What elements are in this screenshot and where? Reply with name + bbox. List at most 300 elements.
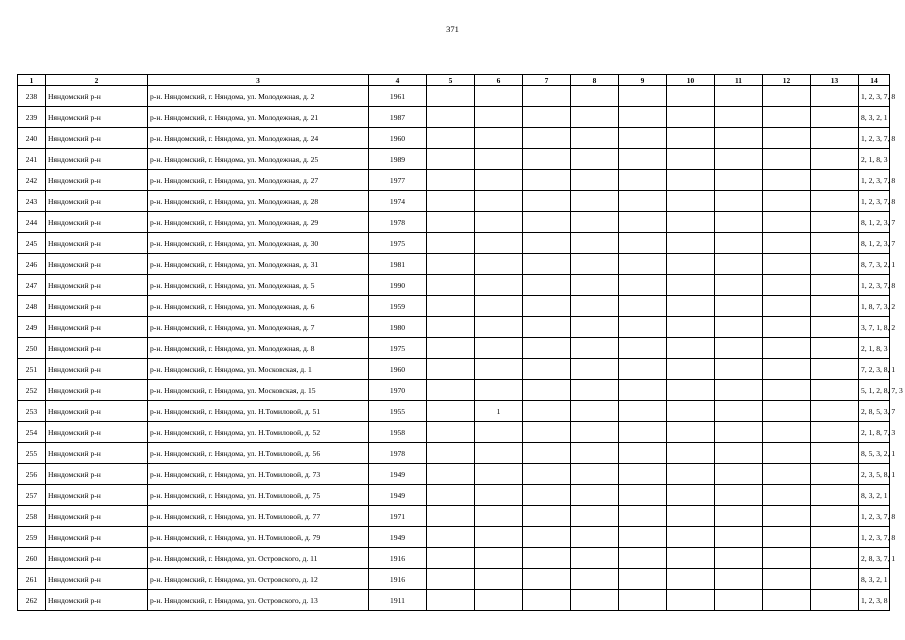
- year-cell: 1975: [369, 338, 427, 359]
- district-cell: Няндомский р-н: [46, 275, 148, 296]
- district-cell: Няндомский р-н: [46, 254, 148, 275]
- col9-cell: [619, 296, 667, 317]
- col13-cell: [811, 128, 859, 149]
- col13-cell: [811, 359, 859, 380]
- col9-cell: [619, 464, 667, 485]
- year-cell: 1975: [369, 233, 427, 254]
- district-cell: Няндомский р-н: [46, 527, 148, 548]
- col8-cell: [571, 464, 619, 485]
- col13-cell: [811, 170, 859, 191]
- col11-cell: [715, 443, 763, 464]
- col11-cell: [715, 128, 763, 149]
- address-cell: р-н. Няндомский, г. Няндома, ул. Молодежная, д. 28: [148, 191, 369, 212]
- col12-cell: [763, 170, 811, 191]
- col10-cell: [667, 86, 715, 107]
- col9-cell: [619, 86, 667, 107]
- col5-cell: [427, 191, 475, 212]
- column-header: 11: [715, 75, 763, 86]
- district-cell: Няндомский р-н: [46, 338, 148, 359]
- col5-cell: [427, 359, 475, 380]
- col12-cell: [763, 149, 811, 170]
- col9-cell: [619, 548, 667, 569]
- row-number-cell: 259: [18, 527, 46, 548]
- year-cell: 1987: [369, 107, 427, 128]
- col13-cell: [811, 191, 859, 212]
- col6-cell: [475, 527, 523, 548]
- col9-cell: [619, 191, 667, 212]
- address-cell: р-н. Няндомский, г. Няндома, ул. Молодежная, д. 25: [148, 149, 369, 170]
- col13-cell: [811, 254, 859, 275]
- col8-cell: [571, 569, 619, 590]
- address-cell: р-н. Няндомский, г. Няндома, ул. Островского, д. 13: [148, 590, 369, 611]
- col9-cell: [619, 569, 667, 590]
- col9-cell: [619, 128, 667, 149]
- address-cell: р-н. Няндомский, г. Няндома, ул. Молодежная, д. 31: [148, 254, 369, 275]
- col5-cell: [427, 569, 475, 590]
- col10-cell: [667, 317, 715, 338]
- col10-cell: [667, 170, 715, 191]
- year-cell: 1971: [369, 506, 427, 527]
- table-row: [18, 506, 890, 527]
- col7-cell: [523, 191, 571, 212]
- col6-cell: [475, 86, 523, 107]
- row-number-cell: 239: [18, 107, 46, 128]
- col5-cell: [427, 464, 475, 485]
- col7-cell: [523, 128, 571, 149]
- year-cell: 1916: [369, 548, 427, 569]
- col5-cell: [427, 128, 475, 149]
- col8-cell: [571, 548, 619, 569]
- col14-cell: 1, 2, 3, 8: [859, 590, 890, 611]
- address-cell: р-н. Няндомский, г. Няндома, ул. Молодежная, д. 2: [148, 86, 369, 107]
- col8-cell: [571, 380, 619, 401]
- col13-cell: [811, 569, 859, 590]
- col11-cell: [715, 380, 763, 401]
- table-row: [18, 275, 890, 296]
- col9-cell: [619, 338, 667, 359]
- row-number-cell: 246: [18, 254, 46, 275]
- year-cell: 1970: [369, 380, 427, 401]
- district-cell: Няндомский р-н: [46, 86, 148, 107]
- page-number: 371: [446, 24, 459, 34]
- col13-cell: [811, 590, 859, 611]
- col5-cell: [427, 485, 475, 506]
- address-cell: р-н. Няндомский, г. Няндома, ул. Молодежная, д. 30: [148, 233, 369, 254]
- district-cell: Няндомский р-н: [46, 191, 148, 212]
- district-cell: Няндомский р-н: [46, 422, 148, 443]
- col6-cell: [475, 422, 523, 443]
- col11-cell: [715, 191, 763, 212]
- col14-cell: 1, 2, 3, 7, 8: [859, 506, 890, 527]
- column-header: 14: [859, 75, 890, 86]
- district-cell: Няндомский р-н: [46, 128, 148, 149]
- column-header: 4: [369, 75, 427, 86]
- row-number-cell: 247: [18, 275, 46, 296]
- col7-cell: [523, 338, 571, 359]
- col14-cell: 3, 7, 1, 8, 2: [859, 317, 890, 338]
- col9-cell: [619, 149, 667, 170]
- col8-cell: [571, 359, 619, 380]
- address-cell: р-н. Няндомский, г. Няндома, ул. Молодежная, д. 21: [148, 107, 369, 128]
- col14-cell: 1, 2, 3, 7, 8: [859, 86, 890, 107]
- col5-cell: [427, 212, 475, 233]
- col14-cell: 8, 3, 2, 1: [859, 485, 890, 506]
- col8-cell: [571, 485, 619, 506]
- col10-cell: [667, 506, 715, 527]
- col9-cell: [619, 317, 667, 338]
- address-cell: р-н. Няндомский, г. Няндома, ул. Молодежная, д. 27: [148, 170, 369, 191]
- col13-cell: [811, 548, 859, 569]
- address-cell: р-н. Няндомский, г. Няндома, ул. Н.Томиловой, д. 77: [148, 506, 369, 527]
- year-cell: 1916: [369, 569, 427, 590]
- col14-cell: 8, 3, 2, 1: [859, 569, 890, 590]
- col10-cell: [667, 338, 715, 359]
- year-cell: 1959: [369, 296, 427, 317]
- col7-cell: [523, 548, 571, 569]
- col14-cell: 8, 1, 2, 3, 7: [859, 212, 890, 233]
- col10-cell: [667, 212, 715, 233]
- col13-cell: [811, 212, 859, 233]
- table-row: [18, 191, 890, 212]
- col8-cell: [571, 107, 619, 128]
- year-cell: 1974: [369, 191, 427, 212]
- col7-cell: [523, 317, 571, 338]
- address-cell: р-н. Няндомский, г. Няндома, ул. Молодежная, д. 7: [148, 317, 369, 338]
- col9-cell: [619, 275, 667, 296]
- col7-cell: [523, 401, 571, 422]
- col8-cell: [571, 254, 619, 275]
- col6-cell: [475, 212, 523, 233]
- col5-cell: [427, 317, 475, 338]
- col11-cell: [715, 254, 763, 275]
- row-number-cell: 244: [18, 212, 46, 233]
- col7-cell: [523, 506, 571, 527]
- col5-cell: [427, 548, 475, 569]
- col6-cell: [475, 569, 523, 590]
- district-cell: Няндомский р-н: [46, 548, 148, 569]
- col7-cell: [523, 359, 571, 380]
- col8-cell: [571, 590, 619, 611]
- col7-cell: [523, 170, 571, 191]
- col12-cell: [763, 359, 811, 380]
- col12-cell: [763, 107, 811, 128]
- district-cell: Няндомский р-н: [46, 296, 148, 317]
- col8-cell: [571, 212, 619, 233]
- table-row: [18, 464, 890, 485]
- col10-cell: [667, 359, 715, 380]
- col10-cell: [667, 380, 715, 401]
- col6-cell: 1: [475, 401, 523, 422]
- table-row: [18, 86, 890, 107]
- table-row: [18, 380, 890, 401]
- col7-cell: [523, 296, 571, 317]
- col14-cell: 1, 2, 3, 7, 8: [859, 191, 890, 212]
- col9-cell: [619, 359, 667, 380]
- col12-cell: [763, 128, 811, 149]
- col7-cell: [523, 254, 571, 275]
- column-header: 10: [667, 75, 715, 86]
- column-header: 1: [18, 75, 46, 86]
- column-header: 6: [475, 75, 523, 86]
- col14-cell: 7, 2, 3, 8, 1: [859, 359, 890, 380]
- col6-cell: [475, 128, 523, 149]
- col14-cell: 2, 1, 8, 7, 3: [859, 422, 890, 443]
- col12-cell: [763, 338, 811, 359]
- year-cell: 1955: [369, 401, 427, 422]
- col5-cell: [427, 338, 475, 359]
- table-row: [18, 212, 890, 233]
- col10-cell: [667, 548, 715, 569]
- district-cell: Няндомский р-н: [46, 380, 148, 401]
- col14-cell: 2, 8, 3, 7, 1: [859, 548, 890, 569]
- col9-cell: [619, 254, 667, 275]
- col9-cell: [619, 107, 667, 128]
- district-cell: Няндомский р-н: [46, 233, 148, 254]
- col6-cell: [475, 464, 523, 485]
- row-number-cell: 245: [18, 233, 46, 254]
- col12-cell: [763, 191, 811, 212]
- column-header: 3: [148, 75, 369, 86]
- row-number-cell: 242: [18, 170, 46, 191]
- table-row: [18, 338, 890, 359]
- col6-cell: [475, 296, 523, 317]
- col14-cell: 1, 8, 7, 3, 2: [859, 296, 890, 317]
- col10-cell: [667, 275, 715, 296]
- col10-cell: [667, 191, 715, 212]
- year-cell: 1949: [369, 527, 427, 548]
- col13-cell: [811, 86, 859, 107]
- col13-cell: [811, 401, 859, 422]
- year-cell: 1961: [369, 86, 427, 107]
- address-cell: р-н. Няндомский, г. Няндома, ул. Н.Томиловой, д. 73: [148, 464, 369, 485]
- district-cell: Няндомский р-н: [46, 485, 148, 506]
- address-cell: р-н. Няндомский, г. Няндома, ул. Н.Томиловой, д. 51: [148, 401, 369, 422]
- row-number-cell: 260: [18, 548, 46, 569]
- col13-cell: [811, 296, 859, 317]
- col12-cell: [763, 506, 811, 527]
- year-cell: 1977: [369, 170, 427, 191]
- table-row: [18, 527, 890, 548]
- address-cell: р-н. Няндомский, г. Няндома, ул. Московская, д. 15: [148, 380, 369, 401]
- col13-cell: [811, 149, 859, 170]
- col7-cell: [523, 212, 571, 233]
- col5-cell: [427, 275, 475, 296]
- address-cell: р-н. Няндомский, г. Няндома, ул. Островского, д. 12: [148, 569, 369, 590]
- district-cell: Няндомский р-н: [46, 590, 148, 611]
- col9-cell: [619, 590, 667, 611]
- table-row: [18, 590, 890, 611]
- column-header: 2: [46, 75, 148, 86]
- col11-cell: [715, 317, 763, 338]
- col6-cell: [475, 107, 523, 128]
- col6-cell: [475, 359, 523, 380]
- col10-cell: [667, 401, 715, 422]
- col12-cell: [763, 401, 811, 422]
- col8-cell: [571, 128, 619, 149]
- row-number-cell: 243: [18, 191, 46, 212]
- district-cell: Няндомский р-н: [46, 464, 148, 485]
- col6-cell: [475, 191, 523, 212]
- table-body: [18, 86, 903, 611]
- col11-cell: [715, 569, 763, 590]
- col8-cell: [571, 170, 619, 191]
- col11-cell: [715, 590, 763, 611]
- col11-cell: [715, 548, 763, 569]
- table-row: [18, 548, 890, 569]
- col8-cell: [571, 338, 619, 359]
- address-cell: р-н. Няндомский, г. Няндома, ул. Молодежная, д. 29: [148, 212, 369, 233]
- col5-cell: [427, 506, 475, 527]
- col13-cell: [811, 422, 859, 443]
- col9-cell: [619, 443, 667, 464]
- col5-cell: [427, 380, 475, 401]
- col11-cell: [715, 212, 763, 233]
- col14-cell: 8, 3, 2, 1: [859, 107, 890, 128]
- col5-cell: [427, 170, 475, 191]
- col7-cell: [523, 527, 571, 548]
- col8-cell: [571, 191, 619, 212]
- col9-cell: [619, 401, 667, 422]
- address-cell: р-н. Няндомский, г. Няндома, ул. Молодежная, д. 5: [148, 275, 369, 296]
- col14-cell: 2, 8, 5, 3, 7: [859, 401, 890, 422]
- col8-cell: [571, 527, 619, 548]
- col8-cell: [571, 443, 619, 464]
- col10-cell: [667, 527, 715, 548]
- col12-cell: [763, 569, 811, 590]
- col12-cell: [763, 86, 811, 107]
- col12-cell: [763, 590, 811, 611]
- column-header: 7: [523, 75, 571, 86]
- column-header: 5: [427, 75, 475, 86]
- row-number-cell: 253: [18, 401, 46, 422]
- col10-cell: [667, 107, 715, 128]
- address-cell: р-н. Няндомский, г. Няндома, ул. Н.Томиловой, д. 75: [148, 485, 369, 506]
- year-cell: 1960: [369, 128, 427, 149]
- address-cell: р-н. Няндомский, г. Няндома, ул. Молодежная, д. 24: [148, 128, 369, 149]
- col8-cell: [571, 275, 619, 296]
- col13-cell: [811, 443, 859, 464]
- col11-cell: [715, 86, 763, 107]
- col6-cell: [475, 548, 523, 569]
- district-cell: Няндомский р-н: [46, 401, 148, 422]
- col14-cell: 2, 1, 8, 3: [859, 338, 890, 359]
- year-cell: 1981: [369, 254, 427, 275]
- col9-cell: [619, 422, 667, 443]
- row-number-cell: 255: [18, 443, 46, 464]
- col14-cell: 1, 2, 3, 7, 8: [859, 170, 890, 191]
- address-cell: р-н. Няндомский, г. Няндома, ул. Молодежная, д. 6: [148, 296, 369, 317]
- table-header: [18, 75, 890, 86]
- col6-cell: [475, 149, 523, 170]
- col12-cell: [763, 464, 811, 485]
- col6-cell: [475, 317, 523, 338]
- column-header: 13: [811, 75, 859, 86]
- col14-cell: 5, 1, 2, 8, 7, 3: [859, 380, 890, 401]
- year-cell: 1949: [369, 464, 427, 485]
- table-row: [18, 485, 890, 506]
- district-cell: Няндомский р-н: [46, 506, 148, 527]
- col13-cell: [811, 380, 859, 401]
- row-number-cell: 250: [18, 338, 46, 359]
- column-header: 9: [619, 75, 667, 86]
- col9-cell: [619, 485, 667, 506]
- col6-cell: [475, 485, 523, 506]
- year-cell: 1978: [369, 443, 427, 464]
- col11-cell: [715, 338, 763, 359]
- col8-cell: [571, 86, 619, 107]
- col10-cell: [667, 254, 715, 275]
- col12-cell: [763, 422, 811, 443]
- col12-cell: [763, 296, 811, 317]
- col5-cell: [427, 296, 475, 317]
- row-number-cell: 238: [18, 86, 46, 107]
- year-cell: 1989: [369, 149, 427, 170]
- col10-cell: [667, 569, 715, 590]
- col5-cell: [427, 254, 475, 275]
- col13-cell: [811, 485, 859, 506]
- col5-cell: [427, 233, 475, 254]
- address-cell: р-н. Няндомский, г. Няндома, ул. Островского, д. 11: [148, 548, 369, 569]
- col12-cell: [763, 485, 811, 506]
- district-cell: Няндомский р-н: [46, 317, 148, 338]
- col5-cell: [427, 590, 475, 611]
- row-number-cell: 249: [18, 317, 46, 338]
- col5-cell: [427, 149, 475, 170]
- col10-cell: [667, 128, 715, 149]
- col11-cell: [715, 233, 763, 254]
- col14-cell: 1, 2, 3, 7, 8: [859, 128, 890, 149]
- col7-cell: [523, 149, 571, 170]
- col10-cell: [667, 296, 715, 317]
- col10-cell: [667, 233, 715, 254]
- col14-cell: 8, 7, 3, 2, 1: [859, 254, 890, 275]
- col9-cell: [619, 527, 667, 548]
- col12-cell: [763, 254, 811, 275]
- header-row: [18, 75, 890, 86]
- col7-cell: [523, 233, 571, 254]
- table-row: [18, 359, 890, 380]
- col8-cell: [571, 296, 619, 317]
- col7-cell: [523, 443, 571, 464]
- district-cell: Няндомский р-н: [46, 569, 148, 590]
- col10-cell: [667, 485, 715, 506]
- col13-cell: [811, 464, 859, 485]
- col12-cell: [763, 380, 811, 401]
- col9-cell: [619, 170, 667, 191]
- col11-cell: [715, 527, 763, 548]
- col8-cell: [571, 506, 619, 527]
- col7-cell: [523, 107, 571, 128]
- col14-cell: 1, 2, 3, 7, 8: [859, 527, 890, 548]
- district-cell: Няндомский р-н: [46, 149, 148, 170]
- col5-cell: [427, 443, 475, 464]
- row-number-cell: 262: [18, 590, 46, 611]
- col11-cell: [715, 170, 763, 191]
- col8-cell: [571, 401, 619, 422]
- col14-cell: 8, 5, 3, 2, 1: [859, 443, 890, 464]
- col5-cell: [427, 422, 475, 443]
- table-row: [18, 128, 890, 149]
- table-row: [18, 443, 890, 464]
- col11-cell: [715, 485, 763, 506]
- table-row: [18, 569, 890, 590]
- year-cell: 1911: [369, 590, 427, 611]
- col7-cell: [523, 380, 571, 401]
- col11-cell: [715, 359, 763, 380]
- col12-cell: [763, 527, 811, 548]
- col6-cell: [475, 443, 523, 464]
- address-cell: р-н. Няндомский, г. Няндома, ул. Н.Томиловой, д. 52: [148, 422, 369, 443]
